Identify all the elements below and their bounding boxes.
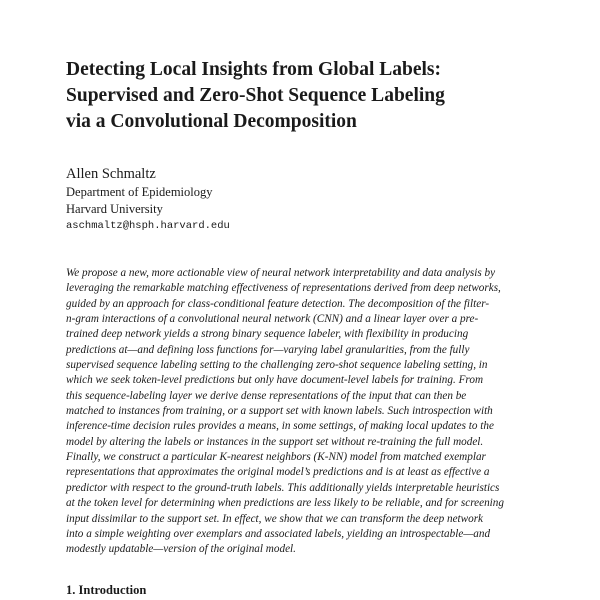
abstract-line: this sequence-labeling layer we derive dense representations of the input that can then be <box>66 389 467 402</box>
section-heading-introduction: 1. Introduction <box>66 583 147 597</box>
author-name: Allen Schmaltz <box>66 166 156 182</box>
abstract-line: trained deep network yields a strong binary sequence labeler, with flexibility in producing <box>66 328 469 341</box>
abstract-line: representations that approximates the original model’s predictions and is at least as effective a <box>66 466 490 479</box>
author-block <box>66 165 366 235</box>
abstract-line: guided by an approach for class-conditional feature detection. The decomposition of the filter- <box>66 297 490 310</box>
author-institution: Harvard University <box>66 202 163 216</box>
abstract-line: predictor with respect to the ground-truth labels. This additionally yields interpretable heuristics <box>66 481 500 494</box>
abstract-line: Finally, we construct a particular K-nearest neighbors (K-NN) model from matched exemplar <box>66 451 486 464</box>
paper-title <box>66 57 536 135</box>
abstract <box>66 266 538 558</box>
abstract-line: into a simple weighting over exemplars and associated labels, yielding an introspectable—and <box>66 527 491 540</box>
abstract-line: model by altering the labels or instances in the support set without re-training the full model. <box>66 435 484 448</box>
abstract-line: input dissimilar to the support set. In effect, we show that we can transform the deep network <box>66 512 484 525</box>
abstract-line: inference-time decision rules provides a means, in some settings, of making local updates to the <box>66 420 494 433</box>
author-email: aschmaltz@hsph.harvard.edu <box>66 220 230 232</box>
abstract-line: n-gram interactions of a convolutional neural network (CNN) and a linear layer over a pre- <box>66 313 479 326</box>
title-line: via a Convolutional Decomposition <box>66 111 357 132</box>
abstract-line: at the token level for determining when predictions are less likely to be reliable, and for screening <box>66 497 504 510</box>
abstract-line: predictions at—and defining loss functions for—varying label granularities, from the fully <box>66 343 470 356</box>
author-department: Department of Epidemiology <box>66 185 213 199</box>
title-line: Detecting Local Insights from Global Labels: <box>66 59 442 80</box>
title-line: Supervised and Zero-Shot Sequence Labeling <box>66 85 445 106</box>
abstract-line: which we seek token-level predictions but only have document-level labels for training. From <box>66 374 484 387</box>
abstract-line: supervised sequence labeling setting to the challenging zero-shot sequence labeling setting, in <box>66 359 488 372</box>
abstract-line: matched to instances from training, or a support set with known labels. Such introspection with <box>66 405 493 418</box>
abstract-line: leveraging the remarkable matching effectiveness of representations derived from deep networks, <box>66 282 501 295</box>
abstract-line: modestly updatable—version of the original model. <box>66 543 296 556</box>
abstract-line: We propose a new, more actionable view of neural network interpretability and data analysis by <box>66 267 496 279</box>
